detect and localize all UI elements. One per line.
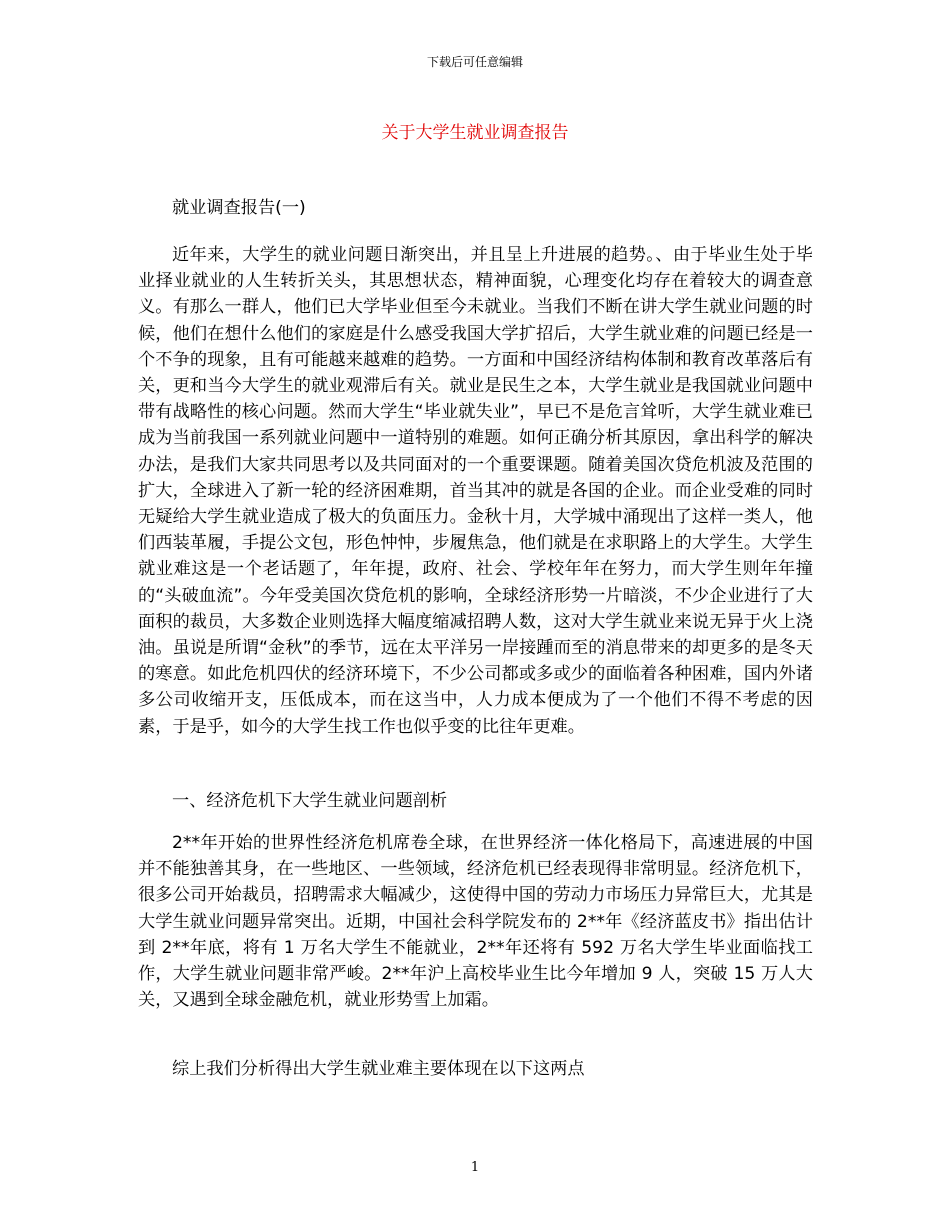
- section-label: 就业调查报告(一): [172, 198, 306, 218]
- paragraph-analysis: 2**年开始的世界性经济危机席卷全球，在世界经济一体化格局下，高速进展的中国并不能独善其身，在一些地区、一些领域，经济危机已经表现得非常明显。经济危机下，很多公司开始裁员，招聘需求大幅减少，这使得中国的劳动力市场压力异常巨大，尤其是大学生就业问题异常突出。近期，中国社会科学院发布的 2**年《经济蓝皮书》指出估计到 2**年底，将有 1 万名大学生不能就业，2**年还将有 592 万名大学生毕业面临找工作，大学生就业问题非常严峻。2**年沪上高校毕业生比今年增加 9 人，突破 15 万人大关，又遇到全球金融危机，就业形势雪上加霜。: [138, 833, 813, 1011]
- header-note: 下载后可任意编辑: [426, 55, 523, 69]
- paragraph-intro: 近年来，大学生的就业问题日渐突出，并且呈上升进展的趋势。、由于毕业生处于毕业择业就业的人生转折关头，其思想状态，精神面貌，心理变化均存在着较大的调查意义。有那么一群人，他们已大学毕业但至今未就业。当我们不断在讲大学生就业问题的时候，他们在想什么他们的家庭是什么感受我国大学扩招后，大学生就业难的问题已经是一个不争的现象，且有可能越来越难的趋势。一方面和中国经济结构体制和教育改革落后有关，更和当今大学生的就业观滞后有关。就业是民生之本，大学生就业是我国就业问题中带有战略性的核心问题。然而大学生“毕业就失业”，早已不是危言耸听，大学生就业难已成为当前我国一系列就业问题中一道特别的难题。如何正确分析其原因，拿出科学的解决办法，是我们大家共同思考以及共同面对的一个重要课题。随着美国次贷危机波及范围的扩大，全球进入了新一轮的经济困难期，首当其冲的就是各国的企业。而企业受难的同时无疑给大学生就业造成了极大的负面压力。金秋十月，大学城中涌现出了这样一类人，他们西装革履，手提公文包，形色忡忡，步履焦急，他们就是在求职路上的大学生。大学生就业难这是一个老话题了，年年提，政府、社会、学校年年在努力，而大学生则年年撞的“头破血流”。今年受美国次贷危机的影响，全球经济形势一片暗淡，不少企业进行了大面积的裁员，大多数企业则选择大幅度缩减招聘人数，这对大学生就业来说无异于火上浇油。虽说是所谓“金秋”的季节，远在太平洋另一岸接踵而至的消息带来的却更多的是冬天的寒意。如此危机四伏的经济环境下，不少公司都或多或少的面临着各种困难，国内外诸多公司收缩开支，压低成本，而在这当中，人力成本便成为了一个他们不得不考虑的因素，于是乎，如今的大学生找工作也似乎变的比往年更难。: [138, 245, 813, 737]
- document-title: 关于大学生就业调查报告: [381, 123, 569, 143]
- paragraph-summary: 综上我们分析得出大学生就业难主要体现在以下这两点: [172, 1059, 585, 1079]
- page-number: 1: [470, 1160, 480, 1175]
- section-heading: 一、经济危机下大学生就业问题剖析: [172, 791, 448, 811]
